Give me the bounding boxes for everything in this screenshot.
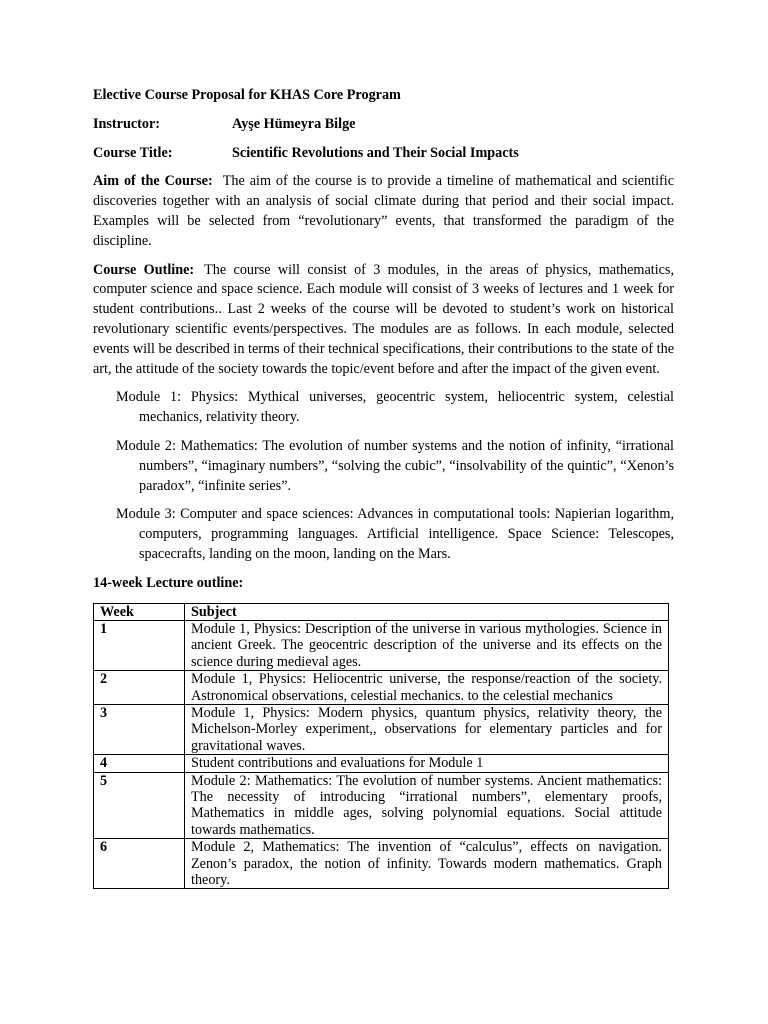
table-title: 14-week Lecture outline: — [93, 574, 244, 591]
lecture-outline-table — [93, 603, 669, 890]
header-subject: Subject — [185, 603, 669, 620]
course-title-label: Course Title: — [93, 144, 173, 161]
outline-text: The course will consist of 3 modules, in the areas of physics, mathematics, computer science and space science. Each module will consist of 3 weeks of lectures and 1 week for student contributions.. Last 2 weeks of the course will be devoted to student’s work on historical revolutionary scientific events/perspectives. The modules are as follows. In each module, selected events will be described in terms of their technical specifications, their contributions to the state of the art, the attitude of the society towards the topic/event before and after the impact of the given event. — [93, 261, 675, 377]
subject-cell: Module 2: Mathematics: The evolution of number systems. Ancient mathematics: The necessity of introducing “irrational numbers”, elementary proofs, Mathematics in middle ages, solving polynomial equations. Social attitude towards mathematics. — [185, 772, 669, 839]
table-row — [94, 620, 669, 670]
outline-paragraph — [93, 261, 674, 380]
week-cell: 6 — [94, 839, 185, 889]
table-row — [94, 772, 669, 839]
outline-label: Course Outline: — [93, 261, 195, 278]
header-week: Week — [94, 603, 185, 620]
module-1-item: Module 1: Physics: Mythical universes, geocentric system, heliocentric system, celestial mechanics, relativity theory. — [116, 389, 674, 426]
course-title-row — [93, 144, 674, 164]
week-cell: 5 — [94, 772, 185, 839]
table-row — [94, 704, 669, 754]
subject-cell: Module 1, Physics: Modern physics, quantum physics, relativity theory, the Michelson-Morley experiment,, observations for elementary particles and for gravitational waves. — [185, 704, 669, 754]
table-row — [94, 839, 669, 889]
aim-text: The aim of the course is to provide a timeline of mathematical and scientific discoveries together with an analysis of social climate during that period and their social impact. Examples will be selected from “revolutionary” events, that transformed the paradigm of the discipline. — [93, 173, 674, 249]
module-3-item: Module 3: Computer and space sciences: Advances in computational tools: Napierian logarithm, computers, programming languages. Artificial intelligence. Space Science: Telescopes, spacecrafts, landing on the moon, landing on the Mars. — [116, 506, 674, 562]
module-2-item: Module 2: Mathematics: The evolution of number systems and the notion of infinity, “irrational numbers”, “imaginary numbers”, “solving the cubic”, “insolvability of the quintic”, “Xenon’s paradox”, “infinite series”. — [116, 437, 674, 494]
instructor-value: Ayşe Hümeyra Bilge — [232, 115, 356, 132]
course-title-value: Scientific Revolutions and Their Social Impacts — [232, 144, 519, 161]
subject-cell: Module 1, Physics: Description of the universe in various mythologies. Science in ancient Greek. The geocentric description of the universe and its effects on the science during medieval ages. — [185, 620, 669, 670]
aim-label: Aim of the Course: — [93, 173, 213, 190]
subject-cell: Module 2, Mathematics: The invention of “calculus”, effects on navigation. Zenon’s paradox, the notion of infinity. Towards modern mathematics. Graph theory. — [185, 839, 669, 889]
instructor-row — [93, 115, 674, 135]
week-cell: 1 — [94, 620, 185, 670]
document-page — [93, 86, 674, 889]
table-row — [94, 671, 669, 705]
week-cell: 3 — [94, 704, 185, 754]
instructor-label: Instructor: — [93, 115, 160, 132]
week-cell: 2 — [94, 671, 185, 705]
week-cell: 4 — [94, 755, 185, 772]
table-header-row — [94, 603, 669, 620]
subject-cell: Student contributions and evaluations for Module 1 — [185, 755, 669, 772]
table-row — [94, 755, 669, 772]
document-heading: Elective Course Proposal for KHAS Core Program — [93, 87, 401, 103]
subject-cell: Module 1, Physics: Heliocentric universe, the response/reaction of the society. Astronomical observations, celestial mechanics. to the celestial mechanics — [185, 671, 669, 705]
aim-paragraph — [93, 172, 674, 251]
